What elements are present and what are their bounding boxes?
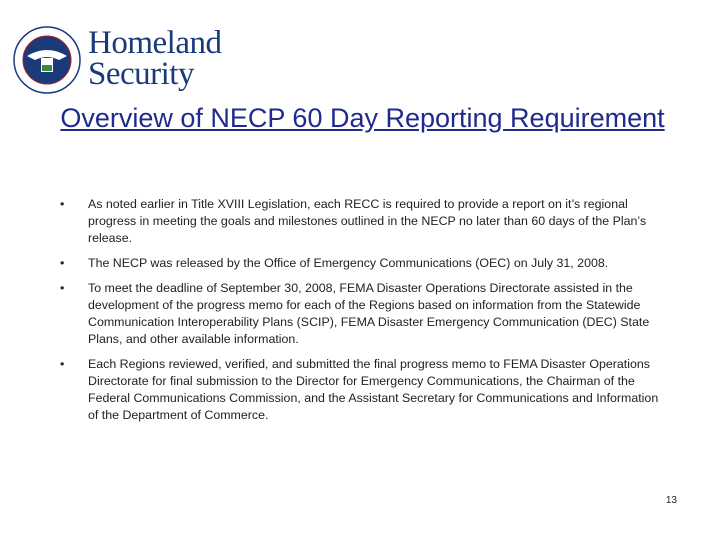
page-number: 13: [665, 495, 677, 506]
bullet-item: [60, 280, 670, 348]
bullet-item: [60, 356, 670, 424]
wordmark-line2: Security: [88, 56, 194, 92]
bullet-text: To meet the deadline of September 30, 2008, FEMA Disaster Operations Directorate assisted in the development of the progress memo for each of the Regions based on information from the Statewide Communication Interoperability Plans (SCIP), FEMA Disaster Emergency Communication (DEC) State Plans, and other available information.: [88, 281, 650, 346]
bullet-list: [60, 196, 670, 432]
bullet-text: As noted earlier in Title XVIII Legislation, each RECC is required to provide a report on it’s regional progress in meeting the goals and milestones outlined in the NECP no later than 60 days of the Plan’s release.: [88, 197, 647, 245]
bullet-text: Each Regions reviewed, verified, and submitted the final progress memo to FEMA Disaster Operations Directorate for final submission to the Director for Emergency Communications, the Chairman of the Federal Communications Commission, and the Assistant Secretary for Communications and Information of the Department of Commerce.: [88, 357, 659, 422]
bullet-marker: •: [60, 256, 65, 270]
wordmark-line1: Homeland: [88, 25, 222, 61]
bullet-marker: •: [60, 197, 65, 211]
bullet-item: [60, 255, 670, 272]
dhs-seal-icon: [13, 26, 81, 94]
bullet-marker: •: [60, 357, 65, 371]
bullet-text: The NECP was released by the Office of Emergency Communications (OEC) on July 31, 2008.: [88, 256, 609, 270]
slide-title: Overview of NECP 60 Day Reporting Requirement: [60, 103, 665, 133]
homeland-security-wordmark: [88, 25, 222, 92]
bullet-marker: •: [60, 281, 65, 295]
bullet-item: [60, 196, 670, 247]
